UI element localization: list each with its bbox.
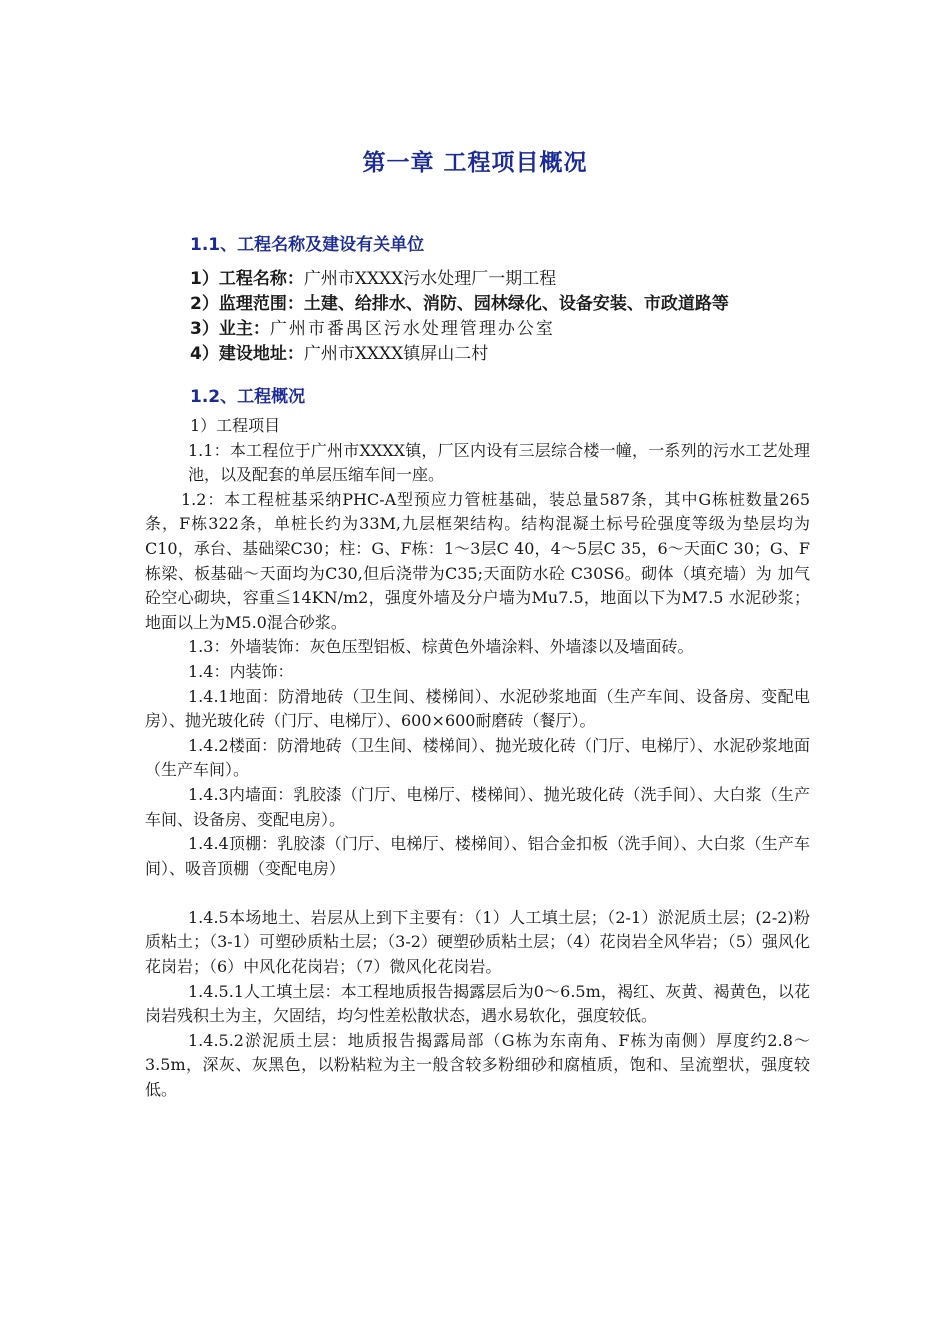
- paragraph-1-2: 1.2：本工程桩基采纳PHC-A型预应力管桩基础，装总量587条，其中G栋桩数量265条，F栋322条，单桩长约为33M,九层框架结构。结构混凝土标号砼强度等级为垫层均为C10，承台、基础梁C30；柱：G、F栋：1～3层C 40，4～5层C 35，6～天面C 30；G、F栋梁、板基础～天面均为C30,但后浇带为C35;天面防水砼 C30S6。砌体（填充墙）为 加气砼空心砌块，容重≦14KN/m2，强度外墙及分户墙为Mu7.5，地面以下为M7.5 水泥砂浆；地面以上为M5.0混合砂浆。: [145, 489, 810, 632]
- spacer: [145, 881, 810, 906]
- paragraph-1-4-5: 1.4.5本场地土、岩层从上到下主要有：（1）人工填土层；（2-1）淤泥质土层；(2-2)粉质粘土；（3-1）可塑砂质粘土层；（3-2）硬塑砂质粘土层；（4）花岗岩全风华岩；（5）强风化花岗岩；（6）中风化花岗岩；（7）微风化花岗岩。: [145, 907, 810, 977]
- info-line-owner: [190, 314, 555, 339]
- info-line-supervision-scope: [190, 289, 729, 314]
- body-text: [145, 414, 810, 1103]
- info-label: 4）建设地址：: [190, 344, 304, 364]
- chapter-title: 第一章 工程项目概况: [362, 150, 588, 176]
- info-value: 广州市XXXX镇屏山二村: [303, 344, 489, 364]
- info-label: 3）业主：: [190, 319, 270, 339]
- paragraph-1-4: 1.4：内装饰：: [188, 661, 294, 681]
- section-heading-1-1: 1.1、工程名称及建设有关单位: [190, 235, 425, 255]
- info-line-project-name: [190, 264, 556, 289]
- info-label: 1）工程名称：: [190, 269, 304, 289]
- info-line-address: [190, 339, 488, 364]
- paragraph-1-4-1: 1.4.1地面：防滑地砖（卫生间、楼梯间）、水泥砂浆地面（生产车间、设备房、变配电房）、抛光玻化砖（门厅、电梯厅）、600×600耐磨砖（餐厅）。: [145, 686, 810, 731]
- paragraph-text: 1.1：本工程位于广州市XXXX镇，厂区内设有三层综合楼一幢，一系列的污水工艺处理池，以及配套的单层压缩车间一座。: [188, 440, 810, 485]
- paragraph-1-4-3: 1.4.3内墙面：乳胶漆（门厅、电梯厅、楼梯间）、抛光玻化砖（洗手间）、大白浆（生产车间、设备房、变配电房）。: [145, 784, 810, 829]
- info-label: 2）监理范围：土建、给排水、消防、园林绿化、设备安装、市政道路等: [190, 294, 729, 314]
- paragraph-1-4-4: 1.4.4顶棚：乳胶漆（门厅、电梯厅、楼梯间）、铝合金扣板（洗手间）、大白浆（生产车间）、吸音顶棚（变配电房）: [145, 834, 810, 878]
- paragraph-1-4-2: 1.4.2楼面：防滑地砖（卫生间、楼梯间）、抛光玻化砖（门厅、电梯厅）、水泥砂浆地面（生产车间）。: [145, 735, 810, 780]
- paragraph-1-4-5-2: 1.4.5.2淤泥质土层：地质报告揭露局部（G栋为东南角、F栋为南侧）厚度约2.8～3.5m，深灰、灰黑色，以粉粘粒为主一般含较多粉细砂和腐植质，饱和、呈流塑状，强度较低。: [145, 1030, 810, 1100]
- info-value: 广州市XXXX污水处理厂一期工程: [303, 269, 557, 289]
- subheading-project: 1）工程项目: [190, 416, 281, 435]
- paragraph-1-3: 1.3：外墙装饰：灰色压型铝板、棕黄色外墙涂料、外墙漆以及墙面砖。: [188, 637, 694, 657]
- info-value: 广州市番禺区污水处理管理办公室: [269, 319, 555, 339]
- paragraph-1-1: [145, 439, 810, 488]
- section-heading-1-2: 1.2、工程概况: [190, 387, 306, 407]
- paragraph-1-4-5-1: 1.4.5.1人工填土层：本工程地质报告揭露层后为0～6.5m，褐红、灰黄、褐黄色，以花岗岩残积土为主，欠固结，均匀性差松散状态，遇水易软化，强度较低。: [145, 981, 810, 1026]
